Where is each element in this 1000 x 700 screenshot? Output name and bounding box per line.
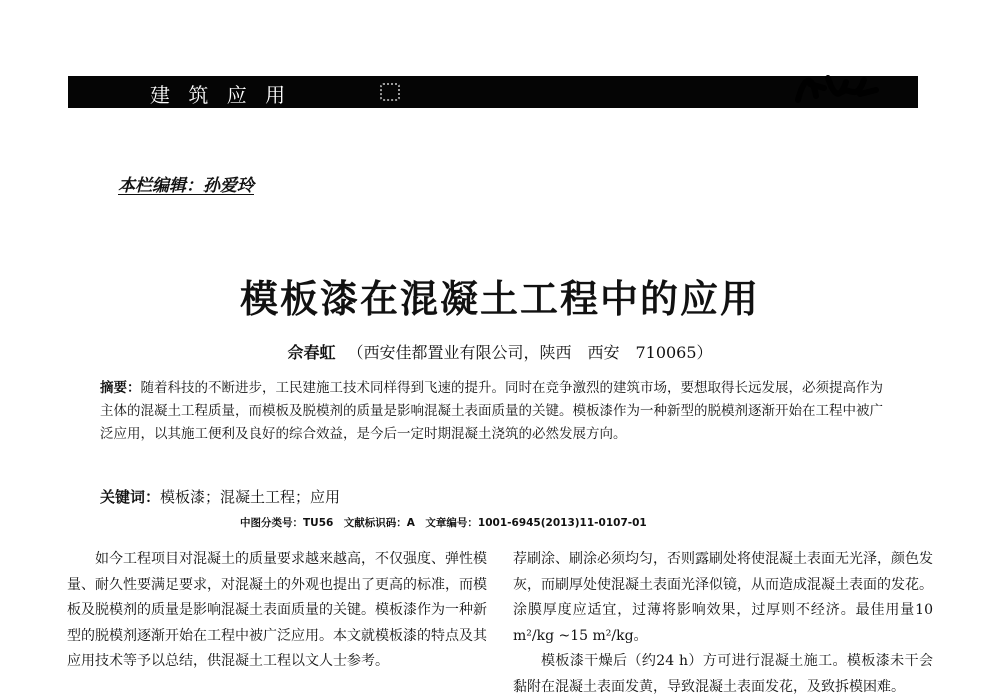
classification-line: 中图分类号：TU56 文献标识码：A 文章编号：1001-6945(2013)11-0107-01 xyxy=(240,517,647,529)
keywords-label: 关键词： xyxy=(100,488,161,506)
abstract-text: 随着科技的不断进步，工民建施工技术同样得到飞速的提升。同时在竞争激烈的建筑市场，要想取得长远发展，必须提高作为主体的混凝土工程质量，而模板及脱模剂的质量是影响混凝土表面质量的关键。模板漆作为一种新型的脱模剂逐渐开始在工程中被广泛应用，以其施工便利及良好的综合效益，是今后一定时期混凝土浇筑的必然发展方向。 xyxy=(100,380,883,442)
column-editor: 本栏编辑：孙爱玲 xyxy=(118,176,254,196)
author-name: 佘春虹 xyxy=(287,343,336,362)
editor-label: 本栏编辑 xyxy=(118,176,186,196)
abstract xyxy=(100,377,895,446)
byline xyxy=(0,340,1000,363)
body-right-paragraph-1: 荐刷涂、刷涂必须均匀，否则露刷处将使混凝土表面无光泽，颜色发灰，而刷厚处使混凝土表面光泽似镜，从而造成混凝土表面的发花。涂膜厚度应适宜，过薄将影响效果，过厚则不经济。最佳用量10 m²/kg ~15 m²/kg。 xyxy=(513,551,933,644)
editor-name: 孙爱玲 xyxy=(203,176,254,196)
keywords xyxy=(100,486,340,507)
keywords-text: 模板漆；混凝土工程；应用 xyxy=(160,488,341,506)
article-title: 模板漆在混凝土工程中的应用 xyxy=(239,276,760,321)
section-label: 建 筑 应 用 xyxy=(150,83,292,107)
body-right-column xyxy=(513,547,933,700)
body-left-column: 如今工程项目对混凝土的质量要求越来越高，不仅强度、弹性模量、耐久性要满足要求，对混凝土的外观也提出了更高的标准，而模板及脱模剂的质量是影响混凝土表面质量的关键。模板漆作为一种新型的脱模剂逐渐开始在工程中被广泛应用。本文就模板漆的特点及其应用技术等予以总结，供混凝土工程以文人士参考。 xyxy=(67,551,487,669)
author-affiliation: （西安佳都置业有限公司，陕西 西安 710065） xyxy=(347,343,713,362)
body-right-paragraph-2: 模板漆干燥后（约24 h）方可进行混凝土施工。模板漆未干会黏附在混凝土表面发黄，导致混凝土表面发花，及致拆模困难。 xyxy=(513,653,933,695)
header-decoration-icon xyxy=(380,83,400,101)
abstract-label: 摘要： xyxy=(100,380,141,396)
header-calligraphy-icon xyxy=(790,66,880,108)
